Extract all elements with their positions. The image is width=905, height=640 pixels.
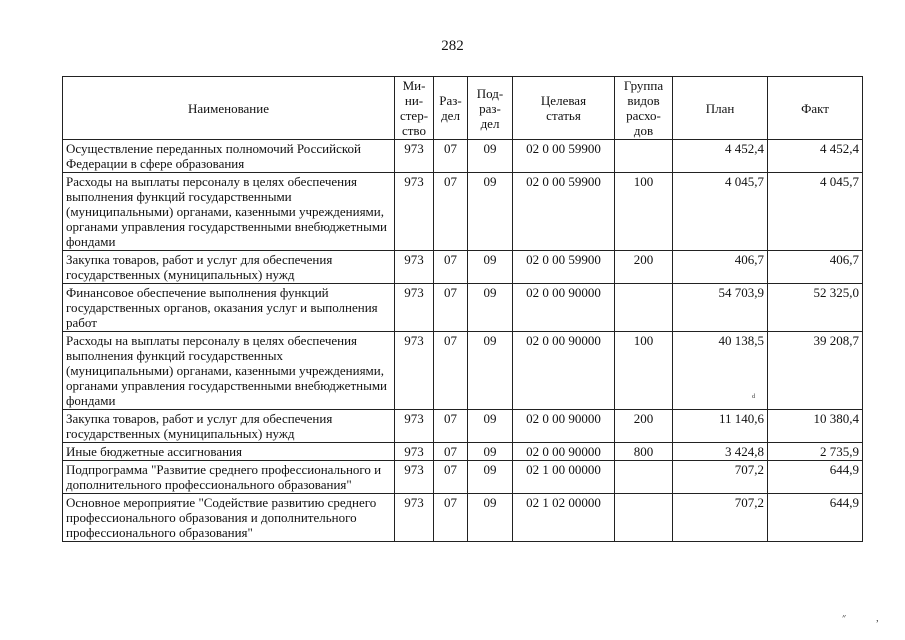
cell-fact: 52 325,0 (768, 284, 863, 332)
cell-plan: 707,2 (673, 461, 768, 494)
cell-section: 07 (434, 410, 468, 443)
cell-name: Расходы на выплаты персоналу в целях обеспечения выполнения функций государственными (муниципальными) органами, казенными учреждениями, органами управления государственными внебюджетными фондами (63, 173, 395, 251)
cell-ministry: 973 (395, 410, 434, 443)
cell-fact: 406,7 (768, 251, 863, 284)
cell-group: 200 (615, 251, 673, 284)
cell-section: 07 (434, 173, 468, 251)
cell-name: Основное мероприятие "Содействие развитию среднего профессионального образования и дополнительного профессионального образования" (63, 494, 395, 542)
cell-subsection: 09 (468, 461, 513, 494)
cell-ministry: 973 (395, 140, 434, 173)
header-name: Наименование (63, 77, 395, 140)
header-expense-group: Группа видов расхо- дов (615, 77, 673, 140)
cell-ministry: 973 (395, 173, 434, 251)
scan-mark-icon: ״ (842, 612, 847, 624)
table-row (63, 443, 863, 461)
cell-group (615, 461, 673, 494)
cell-ministry: 973 (395, 332, 434, 410)
cell-fact: 2 735,9 (768, 443, 863, 461)
header-plan: План (673, 77, 768, 140)
cell-plan: 4 045,7 (673, 173, 768, 251)
cell-plan: 4 452,4 (673, 140, 768, 173)
cell-target: 02 0 00 59900 (513, 251, 615, 284)
cell-subsection: 09 (468, 173, 513, 251)
cell-subsection: 09 (468, 410, 513, 443)
table-body (63, 140, 863, 542)
scan-mark-icon: ᵈ (752, 392, 756, 404)
cell-subsection: 09 (468, 494, 513, 542)
cell-section: 07 (434, 494, 468, 542)
cell-plan: 11 140,6 (673, 410, 768, 443)
cell-ministry: 973 (395, 251, 434, 284)
cell-group (615, 494, 673, 542)
cell-subsection: 09 (468, 332, 513, 410)
header-section: Раз- дел (434, 77, 468, 140)
header-fact: Факт (768, 77, 863, 140)
cell-name: Иные бюджетные ассигнования (63, 443, 395, 461)
header-subsection: Под- раз- дел (468, 77, 513, 140)
cell-target: 02 0 00 90000 (513, 332, 615, 410)
cell-ministry: 973 (395, 284, 434, 332)
cell-section: 07 (434, 461, 468, 494)
cell-target: 02 0 00 90000 (513, 284, 615, 332)
cell-fact: 644,9 (768, 461, 863, 494)
table-row (63, 461, 863, 494)
cell-group: 100 (615, 332, 673, 410)
table-row (63, 251, 863, 284)
cell-name: Расходы на выплаты персоналу в целях обеспечения выполнения функций государственных (муниципальными) органами, казенными учреждениями, органами управления государственными внебюджетными фондами (63, 332, 395, 410)
cell-plan: 40 138,5 (673, 332, 768, 410)
cell-name: Финансовое обеспечение выполнения функций государственных органов, оказания услуг и выполнения работ (63, 284, 395, 332)
cell-plan: 406,7 (673, 251, 768, 284)
cell-target: 02 1 00 00000 (513, 461, 615, 494)
table-row (63, 140, 863, 173)
cell-target: 02 0 00 90000 (513, 410, 615, 443)
cell-subsection: 09 (468, 251, 513, 284)
cell-ministry: 973 (395, 443, 434, 461)
cell-group: 100 (615, 173, 673, 251)
cell-fact: 4 452,4 (768, 140, 863, 173)
header-ministry: Ми- ни- стер- ство (395, 77, 434, 140)
cell-subsection: 09 (468, 443, 513, 461)
table-row (63, 173, 863, 251)
cell-group (615, 140, 673, 173)
table-row (63, 410, 863, 443)
cell-name: Подпрограмма "Развитие среднего профессионального и дополнительного профессионального образования" (63, 461, 395, 494)
cell-fact: 644,9 (768, 494, 863, 542)
cell-section: 07 (434, 332, 468, 410)
cell-target: 02 0 00 59900 (513, 140, 615, 173)
cell-ministry: 973 (395, 494, 434, 542)
cell-fact: 39 208,7 (768, 332, 863, 410)
cell-group: 800 (615, 443, 673, 461)
table-header-row (63, 77, 863, 140)
cell-fact: 4 045,7 (768, 173, 863, 251)
cell-group (615, 284, 673, 332)
cell-plan: 3 424,8 (673, 443, 768, 461)
table-row (63, 494, 863, 542)
cell-section: 07 (434, 140, 468, 173)
cell-plan: 707,2 (673, 494, 768, 542)
page-number: 282 (441, 38, 464, 54)
table-row (63, 332, 863, 410)
cell-name: Осуществление переданных полномочий Российской Федерации в сфере образования (63, 140, 395, 173)
cell-name: Закупка товаров, работ и услуг для обеспечения государственных (муниципальных) нужд (63, 410, 395, 443)
cell-subsection: 09 (468, 284, 513, 332)
header-target: Целевая статья (513, 77, 615, 140)
cell-plan: 54 703,9 (673, 284, 768, 332)
cell-target: 02 0 00 59900 (513, 173, 615, 251)
budget-table (62, 76, 863, 542)
cell-group: 200 (615, 410, 673, 443)
table-row (63, 284, 863, 332)
cell-fact: 10 380,4 (768, 410, 863, 443)
cell-section: 07 (434, 284, 468, 332)
cell-subsection: 09 (468, 140, 513, 173)
cell-target: 02 1 02 00000 (513, 494, 615, 542)
scan-mark-icon: , (876, 612, 879, 624)
cell-section: 07 (434, 251, 468, 284)
cell-section: 07 (434, 443, 468, 461)
cell-ministry: 973 (395, 461, 434, 494)
cell-target: 02 0 00 90000 (513, 443, 615, 461)
cell-name: Закупка товаров, работ и услуг для обеспечения государственных (муниципальных) нужд (63, 251, 395, 284)
